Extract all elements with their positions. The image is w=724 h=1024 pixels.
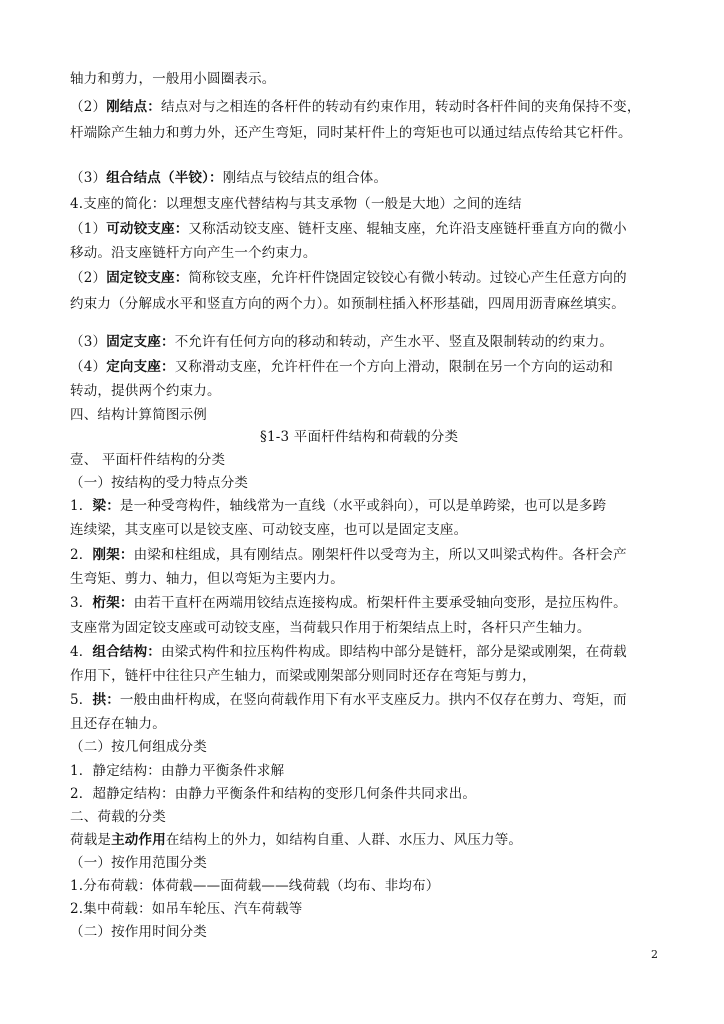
text-line: 支座常为固定铰支座或可动铰支座，当荷载只作用于桁架结点上时，各杆只产生轴力。 xyxy=(70,620,591,636)
subsection-heading: （一）按作用范围分类 xyxy=(70,855,207,871)
text-line: 且还存在轴力。 xyxy=(70,716,166,732)
text-line: 1．梁：是一种受弯构件，轴线常为一直线（水平或斜向），可以是单跨梁，也可以是多跨 xyxy=(70,498,607,514)
subsection-heading: （二）按几何组成分类 xyxy=(70,739,207,755)
text-line: 移动。沿支座链杆方向产生一个约束力。 xyxy=(70,245,317,261)
text-line: 1．静定结构：由静力平衡条件求解 xyxy=(70,763,285,779)
text-line: （2）刚结点：结点对与之相连的各杆件的转动有约束作用，转动时各杆件间的夹角保持不变， xyxy=(70,99,641,115)
text-line: 2．超静定结构：由静力平衡条件和结构的变形几何条件共同求出。 xyxy=(70,786,477,802)
section-heading: 二、荷载的分类 xyxy=(70,809,166,825)
text-line: （3）固定支座：不允许有任何方向的移动和转动，产生水平、竖直及限制转动的约束力。 xyxy=(70,334,614,350)
text-line: 4．组合结构：由梁式构件和拉压构件构成。即结构中部分是链杆，部分是梁或刚架，在荷载 xyxy=(70,644,627,660)
section-heading: 壹、 平面杆件结构的分类 xyxy=(70,452,226,468)
subsection-heading: （一）按结构的受力特点分类 xyxy=(70,475,249,491)
text-line: （2）固定铰支座：简称铰支座，允许杆件饶固定铰铰心有微小转动。过铰心产生任意方向的 xyxy=(70,270,627,286)
subsection-heading: （二）按作用时间分类 xyxy=(70,924,207,940)
page-number: 2 xyxy=(651,948,658,961)
text-line: 连续梁，其支座可以是铰支座、可动铰支座，也可以是固定支座。 xyxy=(70,522,468,538)
text-line: 作用下，链杆中往往只产生轴力，而梁或刚架部分则同时还存在弯矩与剪力， xyxy=(70,668,536,684)
text-line: 转动，提供两个约束力。 xyxy=(70,383,221,399)
text-line: 轴力和剪力，一般用小圆圈表示。 xyxy=(70,71,276,87)
text-line: 杆端除产生轴力和剪力外，还产生弯矩，同时某杆件上的弯矩也可以通过结点传给其它杆件。 xyxy=(70,125,632,141)
text-line: 2．刚架：由梁和柱组成，具有刚结点。刚架杆件以受弯为主，所以又叫梁式构件。各杆会产 xyxy=(70,547,627,563)
section-heading: 四、结构计算简图示例 xyxy=(70,407,207,423)
text-line: 3．桁架：由若干直杆在两端用铰结点连接构成。桁架杆件主要承受轴向变形，是拉压构件。 xyxy=(70,595,627,611)
text-line: 荷载是主动作用在结构上的外力，如结构自重、人群、水压力、风压力等。 xyxy=(70,832,523,848)
text-line: 4.支座的简化：以理想支座代替结构与其支承物（一般是大地）之间的连结 xyxy=(70,196,522,212)
text-line: 1.分布荷载：体荷载——面荷载——线荷载（均布、非均布） xyxy=(70,878,440,894)
text-line: （1）可动铰支座：又称活动铰支座、链杆支座、辊轴支座，允许沿支座链杆垂直方向的微小 xyxy=(70,221,627,237)
text-line: 约束力（分解成水平和竖直方向的两个力）。如预制柱插入杯形基础，四周用沥青麻丝填实。 xyxy=(70,296,625,312)
text-line: 生弯矩、剪力、轴力，但以弯矩为主要内力。 xyxy=(70,571,344,587)
chapter-heading: §1-3 平面杆件结构和荷载的分类 xyxy=(260,429,459,445)
text-line: 5．拱：一般由曲杆构成，在竖向荷载作用下有水平支座反力。拱内不仅存在剪力、弯矩，而 xyxy=(70,692,627,708)
text-line: （4）定向支座：又称滑动支座，允许杆件在一个方向上滑动，限制在另一个方向的运动和 xyxy=(70,359,614,375)
text-line: 2.集中荷载：如吊车轮压、汽车荷载等 xyxy=(70,901,303,917)
text-line: （3）组合结点（半铰）：刚结点与铰结点的组合体。 xyxy=(70,170,388,186)
